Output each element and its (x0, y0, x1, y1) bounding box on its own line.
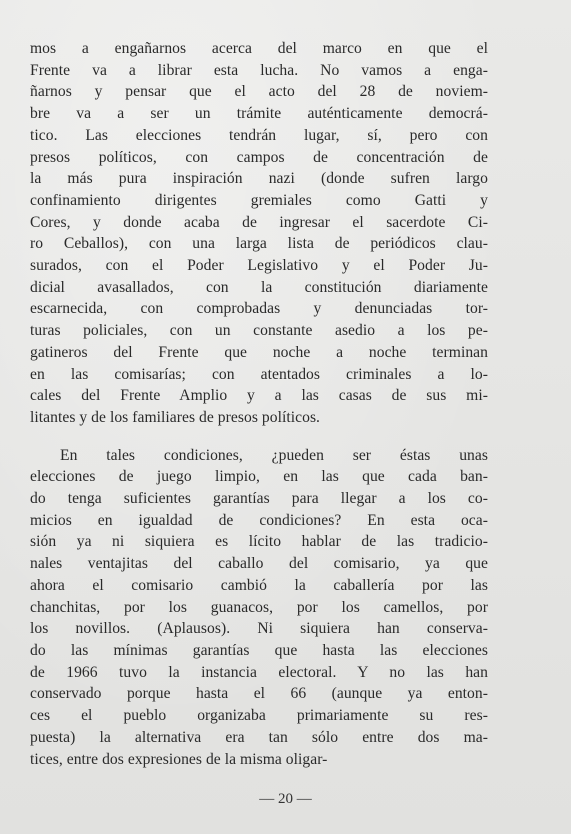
text-line: cales del Frente Amplio y a las casas de sus mi- (30, 387, 488, 405)
text-line: En tales condiciones, ¿pueden ser éstas unas (60, 446, 488, 464)
paragraph-2 (30, 445, 488, 771)
text-line: escarnecida, con comprobadas y denunciadas tor- (30, 300, 488, 318)
text-line: tico. Las elecciones tendrán lugar, sí, pero con (30, 126, 488, 144)
text-line: gatineros del Frente que noche a noche terminan (30, 343, 488, 361)
text-line: la más pura inspiración nazi (donde sufren largo (30, 170, 488, 188)
text-line: ro Ceballos), con una larga lista de periódicos clau- (30, 235, 488, 253)
text-line: ces el pueblo organizaba primariamente su res- (30, 707, 488, 725)
text-line: turas policiales, con un constante asedio a los pe- (30, 322, 488, 340)
text-line: bre va a ser un trámite auténticamente democrá- (30, 105, 488, 123)
text-line: en las comisarías; con atentados criminales a lo- (30, 365, 488, 383)
paragraph-1 (30, 38, 488, 429)
body-text (30, 38, 488, 770)
text-line: puesta) la alternativa era tan sólo entre dos ma- (30, 728, 488, 746)
text-line: los novillos. (Aplausos). Ni siquiera han conserva- (30, 620, 488, 638)
text-line: ahora el comisario cambió la caballería por las (30, 576, 488, 594)
text-line: conservado porque hasta el 66 (aunque ya enton- (30, 685, 488, 703)
text-line: Cores, y donde acaba de ingresar el sacerdote Ci- (30, 213, 488, 231)
text-line: presos políticos, con campos de concentración de (30, 148, 488, 166)
text-line: surados, con el Poder Legislativo y el Poder Ju- (30, 257, 488, 275)
text-line: nales ventajitas del caballo del comisario, ya que (30, 555, 488, 573)
text-line: litantes y de los familiares de presos políticos. (30, 408, 321, 426)
text-line: Frente va a librar esta lucha. No vamos a enga- (30, 61, 488, 79)
text-line: elecciones de juego limpio, en las que cada ban- (30, 468, 488, 486)
text-line: micios en igualdad de condiciones? En esta oca- (30, 511, 488, 529)
text-line: tices, entre dos expresiones de la misma oligar- (30, 750, 328, 768)
text-line: mos a engañarnos acerca del marco en que el (30, 40, 488, 57)
text-line: do tenga suficientes garantías para llegar a los co- (30, 490, 488, 508)
text-line: sión ya ni siquiera es lícito hablar de las tradicio- (30, 533, 488, 551)
text-line: chanchitas, por los guanacos, por los camellos, por (30, 598, 488, 616)
text-line: confinamiento dirigentes gremiales como Gatti y (30, 191, 488, 209)
text-line: ñarnos y pensar que el acto del 28 de noviem- (30, 83, 488, 101)
page-number: — 20 — (259, 791, 312, 807)
text-line: do las mínimas garantías que hasta las elecciones (30, 641, 488, 659)
text-line: de 1966 tuvo la instancia electoral. Y no las han (30, 663, 488, 681)
text-line: dicial avasallados, con la constitución diariamente (30, 278, 488, 296)
